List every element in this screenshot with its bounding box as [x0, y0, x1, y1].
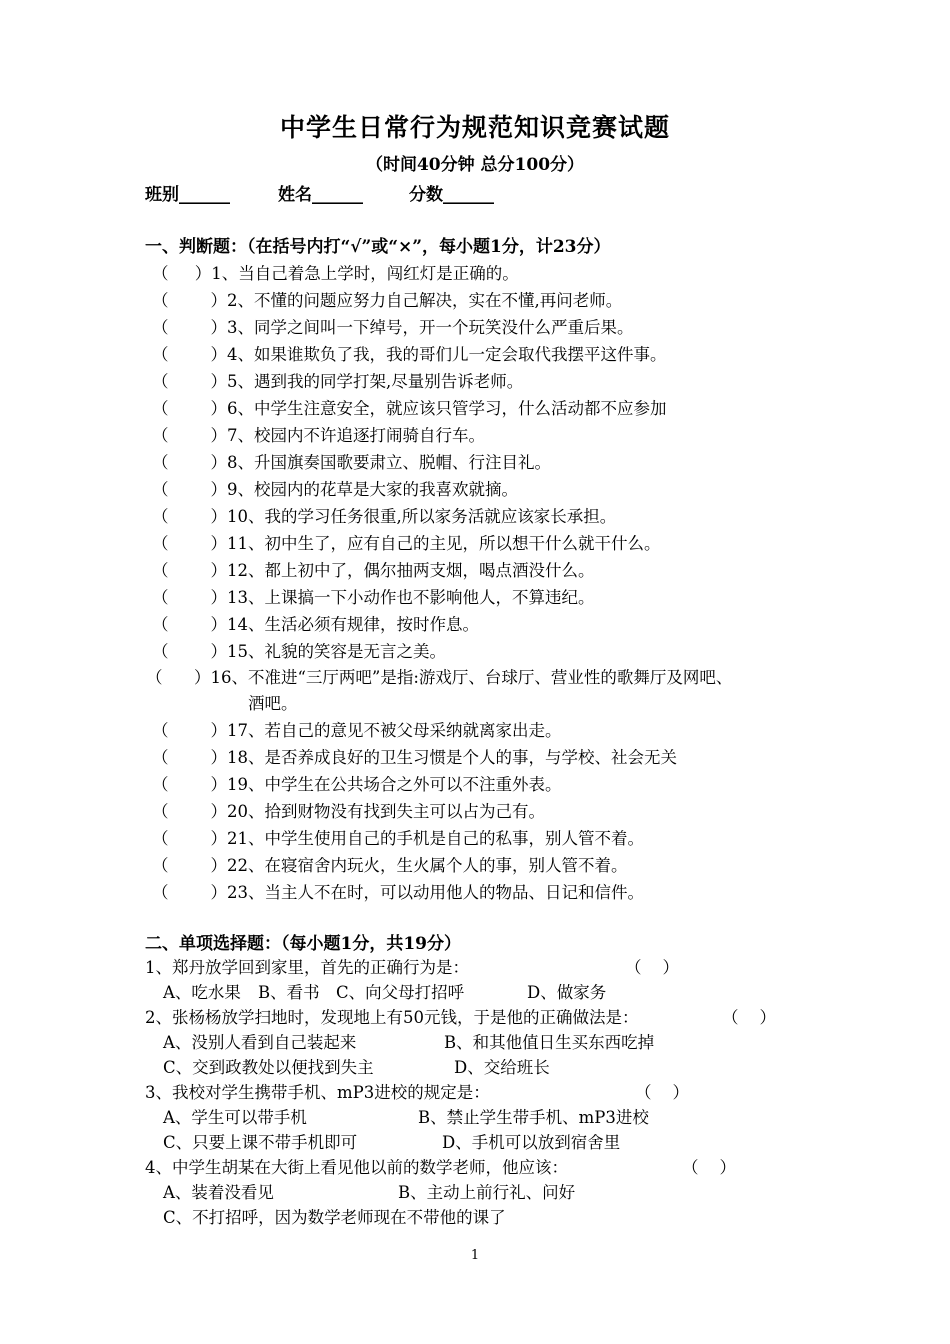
- choice-question-1-stem: 1、郑丹放学回到家里，首先的正确行为是：: [145, 958, 469, 977]
- judge-item-6: （ ）6、中学生注意安全，就应该只管学习，什么活动都不应参加: [152, 399, 667, 418]
- choice-question-2-option-b: B、和其他值日生买东西吃掉: [444, 1033, 655, 1052]
- score-field: 分数______: [409, 185, 494, 205]
- choice-question-1-option-a: A、吃水果: [163, 983, 241, 1002]
- judge-item-8: （ ）8、升国旗奏国歌要肃立、脱帽、行注目礼。: [152, 453, 551, 472]
- choice-question-4-option-c: C、不打招呼，因为数学老师现在不带他的课了: [163, 1208, 506, 1227]
- choice-question-3-option-d: D、手机可以放到宿舍里: [442, 1133, 621, 1152]
- choice-question-1-option-d: D、做家务: [527, 983, 607, 1002]
- judge-item-10: （ ）10、我的学习任务很重,所以家务活就应该家长承担。: [152, 507, 617, 526]
- name-field: 姓名______: [278, 185, 363, 205]
- choice-question-4-stem: 4、中学生胡某在大街上看见他以前的数学老师，他应该：: [145, 1158, 568, 1177]
- choice-question-2-option-c: C、交到政教处以便找到失主: [163, 1058, 374, 1077]
- choice-question-1-blank: （ ）: [625, 958, 679, 977]
- judge-item-19: （ ）19、中学生在公共场合之外可以不注重外表。: [152, 775, 562, 794]
- student-info-line: [145, 180, 494, 205]
- choice-question-3-option-b: B、禁止学生带手机、mP3进校: [418, 1108, 649, 1127]
- section-2-heading: 二、单项选择题：（每小题1分，共19分）: [145, 934, 461, 954]
- judge-item-22: （ ）22、在寝宿舍内玩火，生火属个人的事，别人管不着。: [152, 856, 628, 875]
- choice-question-3-stem: 3、我校对学生携带手机、mP3进校的规定是：: [145, 1083, 490, 1102]
- judge-item-4: （ ）4、如果谁欺负了我，我的哥们儿一定会取代我摆平这件事。: [152, 345, 667, 364]
- judge-item-1: （ ）1、当自己着急上学时，闯红灯是正确的。: [152, 264, 519, 283]
- choice-question-4-option-a: A、装着没看见: [163, 1183, 274, 1202]
- choice-question-2-option-a: A、没别人看到自己装起来: [163, 1033, 357, 1052]
- judge-item-20: （ ）20、拾到财物没有找到失主可以占为己有。: [152, 802, 545, 821]
- page-title: 中学生日常行为规范知识竞赛试题: [279, 113, 670, 142]
- choice-question-1-option-b: B、看书: [258, 983, 320, 1002]
- judge-item-21: （ ）21、中学生使用自己的手机是自己的私事，别人管不着。: [152, 829, 644, 848]
- choice-question-4-blank: （ ）: [682, 1158, 736, 1177]
- judge-item-14: （ ）14、生活必须有规律，按时作息。: [152, 615, 479, 634]
- judge-item-12: （ ）12、都上初中了，偶尔抽两支烟，喝点酒没什么。: [152, 561, 595, 580]
- choice-question-2-stem: 2、张杨杨放学扫地时，发现地上有50元钱，于是他的正确做法是：: [145, 1008, 639, 1027]
- judge-item-17: （ ）17、若自己的意见不被父母采纳就离家出走。: [152, 721, 562, 740]
- judge-item-7: （ ）7、校园内不许追逐打闹骑自行车。: [152, 426, 485, 445]
- class-field: 班别______: [145, 185, 230, 205]
- choice-question-4-option-b: B、主动上前行礼、问好: [398, 1183, 576, 1202]
- judge-item-9: （ ）9、校园内的花草是大家的我喜欢就摘。: [152, 480, 518, 499]
- judge-item-13: （ ）13、上课搞一下小动作也不影响他人，不算违纪。: [152, 588, 595, 607]
- page-subtitle: （时间40分钟 总分100分）: [365, 155, 585, 175]
- judge-item-5: （ ）5、遇到我的同学打架,尽量别告诉老师。: [152, 372, 524, 391]
- judge-item-15: （ ）15、礼貌的笑容是无言之美。: [152, 642, 446, 661]
- choice-question-1-option-c: C、向父母打招呼: [336, 983, 465, 1002]
- page-number: 1: [470, 1248, 480, 1263]
- judge-item-3: （ ）3、同学之间叫一下绰号，开一个玩笑没什么严重后果。: [152, 318, 634, 337]
- judge-item-16: （ ）16、不准进“三厅两吧”是指:游戏厅、台球厅、营业性的歌舞厅及网吧、: [146, 668, 733, 687]
- choice-question-3-blank: （ ）: [635, 1083, 689, 1102]
- choice-question-3-option-c: C、只要上课不带手机即可: [163, 1133, 358, 1152]
- judge-item-11: （ ）11、初中生了，应有自己的主见，所以想干什么就干什么。: [152, 534, 661, 553]
- judge-item-16-continued: 酒吧。: [248, 694, 298, 713]
- judge-item-2: （ ）2、不懂的问题应努力自己解决，实在不懂,再问老师。: [152, 291, 623, 310]
- choice-question-3-option-a: A、学生可以带手机: [163, 1108, 307, 1127]
- judge-item-18: （ ）18、是否养成良好的卫生习惯是个人的事，与学校、社会无关: [152, 748, 677, 767]
- section-1-heading: 一、判断题：（在括号内打“√”或“×”，每小题1分，计23分）: [145, 237, 611, 257]
- judge-item-23: （ ）23、当主人不在时，可以动用他人的物品、日记和信件。: [152, 883, 644, 902]
- choice-question-2-option-d: D、交给班长: [454, 1058, 550, 1077]
- choice-question-2-blank: （ ）: [722, 1008, 776, 1027]
